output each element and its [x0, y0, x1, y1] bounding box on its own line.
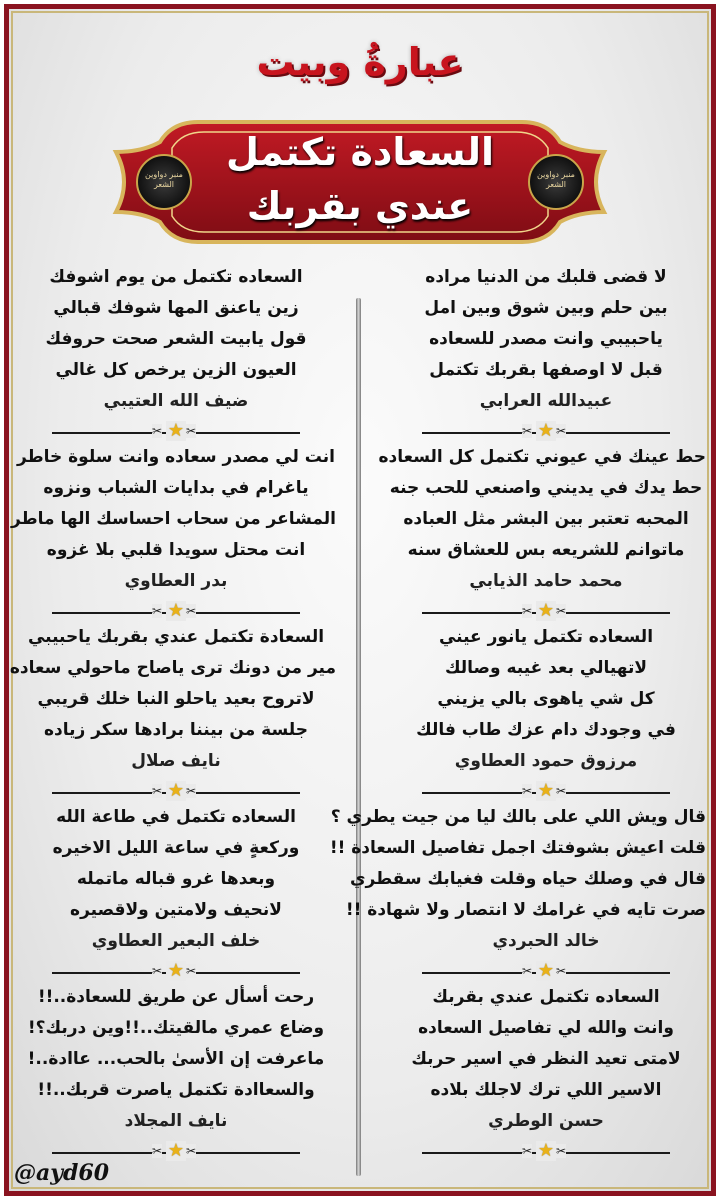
verse-line: السعاده تكتمل عندي بقربك: [432, 987, 660, 1007]
verse-line: انت محتل سويدا قلبي بلا غزوه: [46, 540, 306, 560]
verse-line: جلسة من بيننا برادها سكر زياده: [44, 720, 308, 740]
verse-line: السعاده تكتمل يانور عيني: [438, 627, 654, 647]
verse-line: الاسير اللي ترك لاجلك بلاده: [430, 1080, 662, 1100]
stanza: [329, 802, 706, 982]
scissor-icon: ✂: [522, 424, 533, 438]
verse-line: السعاده تكتمل من يوم اشوفك: [49, 267, 303, 287]
verse-line: كل شي ياهوى بالي يزيني: [437, 689, 655, 709]
poet-name: بدر العطاوي: [124, 571, 228, 591]
verse-line: لا قضى قلبك من الدنيا مراده: [425, 267, 667, 287]
verse-line: السعادة تكتمل عندي بقربك ياحبيبي: [27, 627, 325, 647]
page-title: عبارةُ وبيت: [256, 40, 464, 84]
star-separator: [422, 960, 670, 981]
poet-name: مرزوق حمود العطاوي: [454, 751, 638, 771]
left-column: [9, 262, 336, 1162]
verse-line: العيون الزين يرخص كل غالي: [55, 360, 297, 380]
poet-name: حسن الوطري: [488, 1111, 604, 1131]
author-handle: @ayd60: [14, 1160, 110, 1186]
verse-line: لاتهيالي بعد غيبه وصالك: [444, 658, 648, 678]
star-icon: ★: [167, 1140, 185, 1161]
verse-line: حط عينك في عيوني تكتمل كل السعاده: [378, 447, 706, 467]
verse-line: حط يدك في يديني واصنعي للحب جنه: [389, 478, 703, 498]
verse-line: ياحبيبي وانت مصدر للسعاده: [429, 329, 663, 349]
scissor-icon: ✂: [556, 424, 567, 438]
star-separator: [422, 420, 670, 441]
scissor-icon: ✂: [152, 1144, 163, 1158]
verse-line: المحبه تعتبر بين البشر مثل العباده: [403, 509, 689, 529]
title-banner: [108, 112, 612, 252]
scissor-icon: ✂: [556, 784, 567, 798]
verse-line: المشاعر من سحاب احساسك الها ماطر: [11, 509, 336, 529]
verse-line: في وجودك دام عزك طاب فالك: [416, 720, 676, 740]
scissor-icon: ✂: [186, 784, 197, 798]
scissor-icon: ✂: [556, 1144, 567, 1158]
poet-name: خالد الحبردي: [492, 931, 600, 951]
star-icon: ★: [537, 1140, 555, 1161]
star-separator: [52, 780, 300, 801]
verse-line: ياغرام في بدايات الشباب ونزوه: [43, 478, 309, 498]
verse-line: انت لي مصدر سعاده وانت سلوة خاطر: [17, 447, 335, 467]
verse-line: والسعاادة تكتمل ياصرت قربك..!!: [37, 1080, 315, 1100]
verse-line: السعاده تكتمل في طاعة الله: [56, 807, 296, 827]
scissor-icon: ✂: [152, 424, 163, 438]
scissor-icon: ✂: [522, 784, 533, 798]
scissor-icon: ✂: [522, 604, 533, 618]
stanza: [386, 982, 706, 1162]
star-separator: [52, 960, 300, 981]
scissor-icon: ✂: [186, 604, 197, 618]
verse-line: بين حلم وبين شوق وبين امل: [424, 298, 668, 318]
star-icon: ★: [537, 960, 555, 981]
stanza: [16, 982, 336, 1162]
poet-name: نايف المجلاد: [124, 1111, 228, 1131]
verse-line: ماتوانم للشريعه بس للعشاق سنه: [407, 540, 685, 560]
star-icon: ★: [537, 600, 555, 621]
poet-name: عبيدالله العرابي: [479, 391, 613, 411]
verse-line: قال ويش اللي على بالك ليا من جيت يطري ؟: [330, 807, 706, 827]
verse-line: ماعرفت إن الأسىٰ بالحب... عاادة..!: [27, 1049, 325, 1069]
stanza: [16, 802, 336, 982]
stanza: [9, 622, 336, 802]
stanza: [378, 442, 706, 622]
scissor-icon: ✂: [152, 964, 163, 978]
emblem-logo-right: منبر دواوين الشعر: [528, 154, 584, 210]
scissor-icon: ✂: [186, 424, 197, 438]
star-icon: ★: [537, 780, 555, 801]
scissor-icon: ✂: [556, 604, 567, 618]
stanza: [386, 262, 706, 442]
star-icon: ★: [167, 600, 185, 621]
verse-line: صرت تايه في غرامك لا انتصار ولا شهادة !!: [345, 900, 706, 920]
star-separator: [422, 780, 670, 801]
verse-line: وضاع عمري مالقيتك..!!وين دربك؟!: [27, 1018, 325, 1038]
star-icon: ★: [167, 780, 185, 801]
star-icon: ★: [537, 420, 555, 441]
column-divider: [356, 298, 361, 1176]
stanza: [386, 622, 706, 802]
verse-line: رحت أسأل عن طريق للسعادة..!!: [37, 987, 315, 1007]
scissor-icon: ✂: [186, 964, 197, 978]
poet-name: محمد حامد الذيابي: [469, 571, 623, 591]
verse-line: مير من دونك ترى ياصاح ماحولي سعاده: [9, 658, 336, 678]
banner-title-line1: السعادة تكتمل: [225, 130, 495, 174]
verse-line: قول يابيت الشعر صحت حروفك: [45, 329, 307, 349]
verse-line: قبل لا اوصفها بقربك تكتمل: [429, 360, 663, 380]
verse-line: زين ياعنق المها شوفك قبالي: [53, 298, 299, 318]
star-separator: [52, 420, 300, 441]
scissor-icon: ✂: [152, 604, 163, 618]
star-separator: [52, 600, 300, 621]
poet-name: ضيف الله العتيبي: [103, 391, 249, 411]
verse-line: قال في وصلك حياه وقلت فغيابك سقطري: [349, 869, 706, 889]
verse-line: لامتى تعيد النظر في اسير حربك: [411, 1049, 681, 1069]
scissor-icon: ✂: [522, 964, 533, 978]
star-icon: ★: [167, 960, 185, 981]
verse-line: وبعدها غرو قباله ماتمله: [76, 869, 276, 889]
verse-line: قلت اعيش بشوفتك اجمل تفاصيل السعادة !!: [329, 838, 706, 858]
stanza: [11, 442, 336, 622]
poet-name: خلف البعير العطاوي: [91, 931, 261, 951]
star-separator: [52, 1140, 300, 1161]
star-separator: [422, 1140, 670, 1161]
star-separator: [422, 600, 670, 621]
star-icon: ★: [167, 420, 185, 441]
verse-line: لاتروح بعيد ياحلو النبا خلك قريبي: [37, 689, 315, 709]
verse-line: وانت والله لي تفاصيل السعاده: [418, 1018, 674, 1038]
banner-title-line2: عندي بقربك: [246, 184, 474, 228]
poet-name: نايف صلال: [131, 751, 221, 771]
verse-line: وركعةٍ في ساعة الليل الاخيره: [52, 838, 300, 858]
scissor-icon: ✂: [522, 1144, 533, 1158]
stanza: [16, 262, 336, 442]
right-column: [329, 262, 706, 1162]
emblem-logo-left: منبر دواوين الشعر: [136, 154, 192, 210]
scissor-icon: ✂: [556, 964, 567, 978]
verse-line: لانحيف ولامتين ولاقصيره: [70, 900, 282, 920]
scissor-icon: ✂: [186, 1144, 197, 1158]
scissor-icon: ✂: [152, 784, 163, 798]
